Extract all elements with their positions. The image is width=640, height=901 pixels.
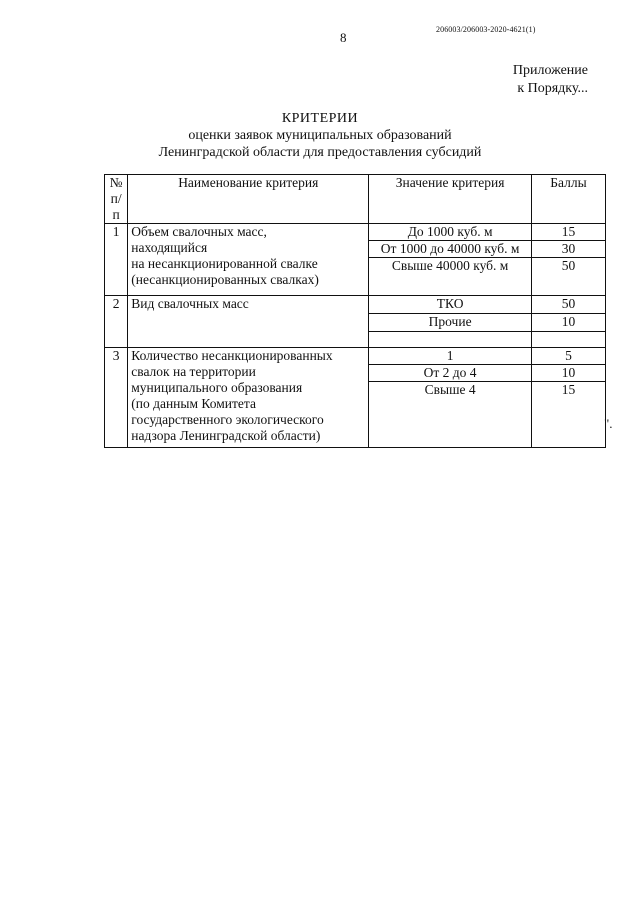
row-2-points-empty xyxy=(532,332,606,348)
row-2-name-line: Вид свалочных масс xyxy=(131,296,249,311)
row-2-points-1: 50 xyxy=(532,296,606,314)
row-2-num: 2 xyxy=(105,296,128,348)
row-3-num: 3 xyxy=(105,348,128,448)
row-1-points-1: 15 xyxy=(532,224,606,241)
header-points: Баллы xyxy=(532,175,606,224)
document-title xyxy=(0,110,640,161)
header-num-line-2: п/п xyxy=(110,191,122,222)
header-num-line-1: № xyxy=(109,175,123,190)
row-3-points-2: 10 xyxy=(532,365,606,382)
table-row xyxy=(105,296,606,314)
appendix-line-1: Приложение xyxy=(512,63,588,78)
table-row xyxy=(105,348,606,365)
row-3-value-1: 1 xyxy=(369,348,532,365)
criteria-table xyxy=(104,174,606,448)
title-line-3: Ленинградской области для предоставления субсидий xyxy=(158,145,482,160)
row-2-points-2: 10 xyxy=(532,314,606,332)
row-1-value-3: Свыше 40000 куб. м xyxy=(369,258,532,296)
row-3-value-2: От 2 до 4 xyxy=(369,365,532,382)
row-3-name-line: (по данным Комитета xyxy=(131,396,256,411)
row-1-name-line: Объем свалочных масс, xyxy=(131,224,267,239)
row-1-value-2: От 1000 до 40000 куб. м xyxy=(369,241,532,258)
appendix-note xyxy=(513,62,588,98)
closing-quote: ". xyxy=(604,416,613,431)
row-2-value-1: ТКО xyxy=(369,296,532,314)
row-3-name-line: свалок на территории xyxy=(131,364,256,379)
appendix-line-2: к Порядку... xyxy=(517,81,588,96)
header-name: Наименование критерия xyxy=(128,175,369,224)
row-2-value-empty xyxy=(369,332,532,348)
table-header-row xyxy=(105,175,606,224)
row-3-value-3: Свыше 4 xyxy=(369,382,532,448)
row-3-points-3: 15 xyxy=(532,382,606,448)
table-row xyxy=(105,224,606,241)
row-1-name-line: (несанкционированных свалках) xyxy=(131,272,319,287)
title-line-2: оценки заявок муниципальных образований xyxy=(188,128,452,143)
header-value: Значение критерия xyxy=(369,175,532,224)
row-1-num: 1 xyxy=(105,224,128,296)
header-num xyxy=(105,175,128,224)
document-id: 206003/206003-2020-4621(1) xyxy=(436,25,536,34)
row-3-name-line: государственного экологического xyxy=(131,412,324,427)
row-3-name-line: муниципального образования xyxy=(131,380,303,395)
title-line-1: КРИТЕРИИ xyxy=(281,111,359,126)
row-3-name xyxy=(128,348,369,448)
row-2-value-2: Прочие xyxy=(369,314,532,332)
row-1-name xyxy=(128,224,369,296)
row-1-points-2: 30 xyxy=(532,241,606,258)
row-3-name-line: надзора Ленинградской области) xyxy=(131,428,321,443)
row-3-points-1: 5 xyxy=(532,348,606,365)
row-3-name-line: Количество несанкционированных xyxy=(131,348,333,363)
row-1-name-line: на несанкционированной свалке xyxy=(131,256,318,271)
row-1-value-1: До 1000 куб. м xyxy=(369,224,532,241)
row-1-points-3: 50 xyxy=(532,258,606,296)
row-2-name xyxy=(128,296,369,348)
page-number: 8 xyxy=(340,30,347,45)
row-1-name-line: находящийся xyxy=(131,240,208,255)
